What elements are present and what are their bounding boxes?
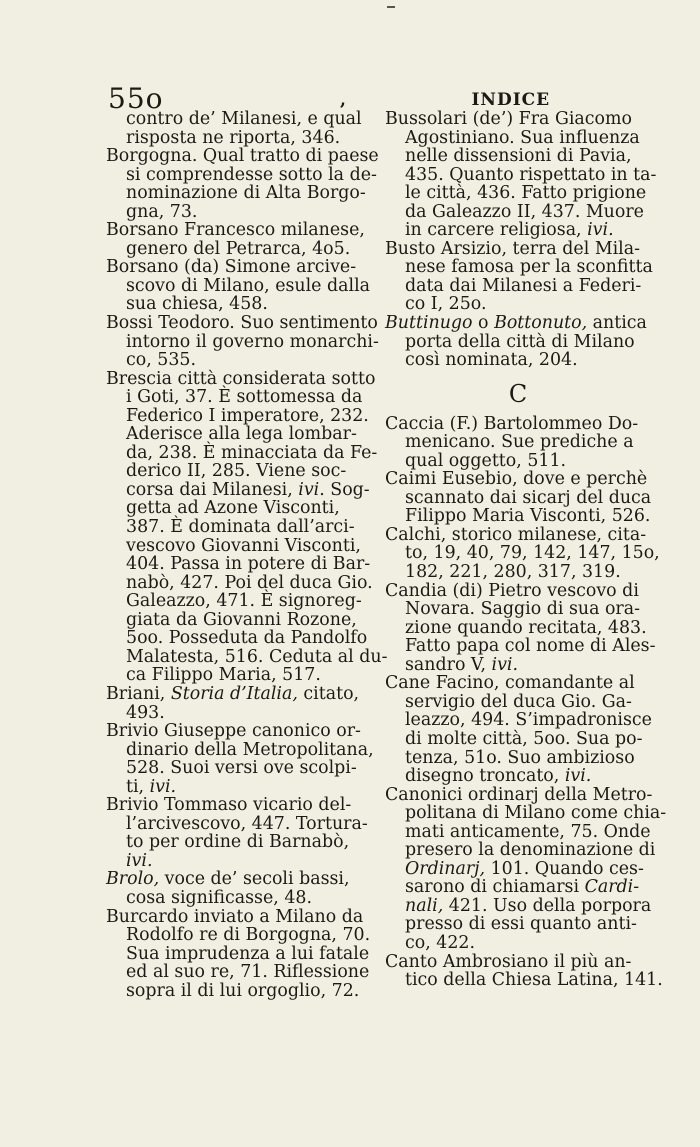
- text-segment: sopra il di lui orgoglio, 72.: [126, 980, 360, 1001]
- text-segment: Ordinarj,: [405, 858, 486, 879]
- text-segment: nali,: [405, 895, 444, 916]
- entry-line: [385, 656, 651, 675]
- index-entry: [106, 870, 372, 907]
- index-entry: [385, 470, 651, 526]
- text-segment: servigio del duca Gio. Ga-: [405, 691, 632, 712]
- text-segment: 101. Quando ces-: [485, 858, 644, 879]
- text-segment: Federico I imperatore, 232.: [126, 405, 369, 426]
- text-segment: Candia (di) Pietro vescovo di: [385, 580, 639, 601]
- text-segment: Rodolfo re di Borgogna, 70.: [126, 925, 371, 946]
- text-segment: antica: [587, 313, 647, 334]
- entry-line: [385, 277, 651, 296]
- entry-line: [106, 277, 372, 296]
- text-segment: zione quando recitata, 483.: [405, 617, 647, 638]
- entry-line: [385, 470, 651, 489]
- index-entry: [106, 796, 372, 870]
- text-segment: risposta ne riporta, 346.: [126, 127, 341, 148]
- entry-line: [385, 110, 651, 129]
- entry-line: [385, 600, 651, 619]
- text-segment: i Goti, 37. È sottomessa da: [126, 387, 363, 408]
- text-segment: ca Filippo Maria, 517.: [126, 665, 321, 686]
- entry-line: [385, 840, 656, 861]
- entry-line: [106, 759, 372, 778]
- entry-line: [385, 767, 651, 786]
- text-segment: ivi.: [126, 850, 153, 871]
- text-segment: da, 238. È minacciata da Fe-: [126, 442, 378, 463]
- entry-line: [106, 499, 372, 518]
- entry-line: [385, 915, 651, 934]
- text-segment: scovo di Milano, esule dalla: [126, 275, 370, 296]
- text-segment: leazzo, 494. S’impadronisce: [405, 710, 652, 731]
- text-segment: Galeazzo, 471. È signoreg-: [126, 591, 362, 612]
- text-segment: presero la denominazione di: [405, 840, 656, 861]
- text-segment: Fatto papa col nome di Ales-: [405, 636, 656, 657]
- entry-line: [385, 351, 651, 370]
- text-segment: tenza, 51o. Suo ambizioso: [405, 747, 635, 768]
- entry-line: [385, 164, 657, 185]
- entry-line: [385, 674, 651, 693]
- text-segment: co I, 25o.: [405, 294, 487, 315]
- text-segment: ivi.: [149, 776, 177, 797]
- text-segment: co, 535.: [126, 350, 196, 371]
- index-entry: [385, 109, 657, 241]
- entry-line: [106, 889, 372, 908]
- text-segment: giata da Giovanni Rozone,: [126, 609, 357, 630]
- entry-line: [106, 796, 372, 815]
- text-segment: 528. Suoi versi ove scolpi-: [126, 758, 357, 779]
- entry-line: [106, 963, 372, 982]
- text-segment: presso di essi quanto anti-: [405, 914, 637, 935]
- entry-line: [106, 574, 372, 593]
- entry-line: [385, 433, 651, 452]
- entry-line: [385, 203, 651, 222]
- entry-line: [385, 507, 651, 526]
- text-segment: nominazione di Alta Borgo-: [126, 183, 366, 204]
- text-segment: data dai Milanesi a Federi-: [405, 275, 642, 296]
- index-entry: [106, 221, 372, 258]
- entry-line: [385, 878, 651, 897]
- text-segment: citato,: [297, 683, 360, 704]
- entry-line: [106, 629, 372, 648]
- text-segment: Aderisce alla lega lombar-: [126, 424, 357, 445]
- text-segment: mati anticamente, 75. Onde: [405, 821, 651, 842]
- text-segment: to, 19, 40, 79, 142, 147, 15o,: [405, 543, 660, 564]
- text-segment: Brolo,: [106, 869, 160, 890]
- text-segment: Malatesta, 516. Ceduta al du-: [126, 646, 388, 667]
- text-segment: 5oo. Posseduta da Pandolfo: [126, 628, 368, 649]
- text-segment: getta ad Azone Visconti,: [126, 498, 340, 519]
- text-segment: ed al suo re, 71. Riflessione: [126, 962, 370, 983]
- text-segment: Canto Ambrosiano il più an-: [385, 951, 632, 972]
- text-segment: voce de’ secoli bassi,: [159, 869, 350, 890]
- text-segment: ivi.: [491, 654, 518, 675]
- entry-line: [385, 543, 660, 564]
- text-segment: 421. Uso della porpora: [443, 895, 652, 916]
- text-segment: nese famosa per la sconfitta: [405, 257, 653, 278]
- text-segment: Burcardo inviato a Milano da: [106, 906, 364, 927]
- entry-line: [106, 351, 372, 370]
- text-segment: nelle dissensioni di Pavia,: [405, 146, 632, 167]
- entry-line: [385, 526, 651, 545]
- entry-line: [385, 184, 651, 203]
- entry-line: [385, 786, 651, 805]
- entry-line: [106, 407, 372, 426]
- text-segment: porta della città di Milano: [405, 331, 635, 352]
- index-entry: [106, 110, 372, 147]
- entry-line: [106, 388, 372, 407]
- entry-line: [106, 833, 372, 852]
- text-segment: Novara. Saggio di sua ora-: [405, 599, 640, 620]
- text-segment: l’arcivescovo, 447. Tortura-: [126, 813, 368, 834]
- entry-line: [385, 934, 651, 953]
- entry-line: [106, 685, 372, 704]
- entry-line: [385, 711, 651, 730]
- entry-line: [106, 741, 372, 760]
- entry-line: [385, 803, 667, 824]
- text-segment: Filippo Maria Visconti, 526.: [405, 506, 651, 527]
- entry-line: [106, 462, 372, 481]
- index-entry: [385, 674, 651, 785]
- text-segment: Canonici ordinarj della Metro-: [385, 784, 653, 805]
- entry-line: [106, 129, 372, 148]
- text-segment: sua chiesa, 458.: [126, 294, 268, 315]
- text-segment: . Sog-: [319, 479, 370, 500]
- text-segment: 435. Quanto rispettato in ta-: [405, 164, 657, 185]
- text-segment: ivi: [298, 479, 320, 500]
- text-segment: dinario della Metropolitana,: [126, 739, 374, 760]
- header-separator: ,: [340, 90, 347, 110]
- entry-line: [385, 258, 651, 277]
- index-entry: [385, 580, 656, 675]
- entry-line: [106, 611, 372, 630]
- entry-line: [385, 749, 651, 768]
- entry-line: [385, 129, 651, 148]
- entry-line: [385, 693, 651, 712]
- text-segment: 387. È dominata dall’arci-: [126, 517, 355, 538]
- text-segment: Borsano (da) Simone arcive-: [106, 257, 357, 278]
- text-segment: Buttinugo: [385, 313, 473, 334]
- entry-line: [106, 926, 372, 945]
- text-segment: le città, 436. Fatto prigione: [405, 183, 647, 204]
- page-mark: [387, 6, 395, 8]
- text-segment: di molte città, 5oo. Sua po-: [405, 728, 643, 749]
- index-entry: [385, 314, 651, 370]
- entry-line: [106, 368, 376, 389]
- entry-line: [106, 331, 379, 352]
- entry-line: [385, 489, 651, 508]
- text-segment: 493.: [126, 702, 165, 723]
- text-segment: nabò, 427. Poi del duca Gio.: [126, 572, 373, 593]
- text-segment: Brescia città considerata sotto: [106, 368, 376, 389]
- entry-line: [106, 425, 372, 444]
- text-segment: Borsano Francesco milanese,: [106, 220, 365, 241]
- index-entry: [106, 685, 372, 722]
- text-segment: menicano. Sue prediche a: [405, 432, 634, 453]
- entry-line: [385, 563, 651, 582]
- entry-line: [106, 852, 372, 871]
- index-entry: [385, 524, 660, 583]
- text-segment: tico della Chiesa Latina, 141.: [405, 970, 663, 991]
- entry-line: [106, 666, 372, 685]
- text-segment: Brivio Giuseppe canonico or-: [106, 721, 361, 742]
- index-column-left: [106, 109, 388, 1001]
- text-segment: intorno il governo monarchi-: [126, 331, 379, 352]
- text-segment: si comprendesse sotto la de-: [126, 164, 377, 185]
- entry-line: [385, 415, 651, 434]
- entry-line: [106, 442, 378, 463]
- text-segment: gna, 73.: [126, 201, 198, 222]
- entry-line: [106, 815, 372, 834]
- index-entry: [385, 240, 651, 314]
- entry-line: [106, 481, 372, 500]
- text-segment: Sua imprudenza a lui fatale: [126, 943, 370, 964]
- text-segment: Brivio Tommaso vicario del-: [106, 795, 352, 816]
- index-entry: [385, 415, 651, 471]
- text-segment: Cardi-: [584, 877, 640, 898]
- text-segment: in carcere religiosa,: [405, 220, 588, 241]
- entry-line: [385, 897, 651, 916]
- text-segment: Storia d’Italia,: [170, 683, 298, 704]
- text-segment: Agostiniano. Sua influenza: [405, 127, 640, 148]
- text-segment: contro de’ Milanesi, e qual: [126, 109, 362, 129]
- index-entry: [385, 784, 667, 953]
- text-segment: Briani,: [106, 683, 171, 704]
- entry-line: [106, 295, 372, 314]
- page-number: 55o: [108, 82, 164, 115]
- text-segment: o: [472, 313, 495, 334]
- entry-line: [106, 592, 372, 611]
- entry-line: [106, 537, 372, 556]
- entry-line: [385, 636, 656, 657]
- entry-line: [385, 221, 651, 240]
- text-segment: sandro V,: [405, 654, 492, 675]
- entry-line: [385, 147, 651, 166]
- text-segment: Bottonuto,: [494, 313, 588, 334]
- text-segment: genero del Petrarca, 4o5.: [126, 238, 351, 259]
- text-segment: Cane Facino, comandante al: [385, 673, 635, 694]
- running-head: [340, 90, 550, 110]
- entry-line: [385, 823, 651, 842]
- entry-line: [385, 314, 651, 333]
- running-head-title: INDICE: [471, 90, 551, 110]
- index-entry: [106, 146, 379, 222]
- index-column-right: [385, 109, 667, 991]
- text-segment: cosa significasse, 48.: [126, 887, 312, 908]
- entry-line: [385, 295, 651, 314]
- text-segment: to per ordine di Barnabò,: [126, 832, 350, 853]
- entry-line: [106, 870, 372, 889]
- text-segment: Caccia (F.) Bartolommeo Do-: [385, 413, 639, 434]
- text-segment: Calchi, storico milanese, cita-: [385, 524, 647, 545]
- entry-line: [106, 221, 372, 240]
- text-segment: 404. Passa in potere di Bar-: [126, 554, 371, 575]
- text-segment: ti,: [126, 776, 150, 797]
- text-segment: scannato dai sicarj del duca: [405, 487, 652, 508]
- entry-line: [106, 555, 372, 574]
- entry-line: [385, 953, 651, 972]
- text-segment: così nominata, 204.: [405, 350, 578, 371]
- text-segment: Busto Arsizio, terra del Mila-: [385, 238, 640, 259]
- text-segment: ivi.: [587, 220, 614, 241]
- index-entry: [106, 722, 372, 796]
- index-entry: [385, 951, 663, 991]
- entry-line: [385, 730, 651, 749]
- text-segment: corsa dai Milanesi,: [126, 479, 299, 500]
- text-segment: derico II, 285. Viene soc-: [126, 461, 347, 482]
- entry-line: [385, 619, 651, 638]
- index-entry: [106, 908, 372, 1001]
- entry-line: [106, 203, 372, 222]
- text-segment: co, 422.: [405, 932, 475, 953]
- entry-line: [385, 240, 651, 259]
- entry-line: [385, 582, 651, 601]
- index-entry: [106, 313, 379, 371]
- entry-line: [106, 945, 372, 964]
- entry-line: [385, 452, 651, 471]
- entry-line: [106, 908, 372, 927]
- section-letter: C: [508, 379, 528, 408]
- entry-line: [106, 313, 378, 334]
- entry-line: [106, 240, 372, 259]
- entry-line: [106, 646, 388, 667]
- text-segment: qual oggetto, 511.: [405, 450, 567, 471]
- entry-line: [106, 518, 372, 537]
- entry-line: [106, 110, 372, 129]
- index-entry: [106, 368, 388, 686]
- entry-line: [106, 164, 377, 185]
- entry-line: [385, 970, 663, 991]
- entry-line: [385, 333, 651, 352]
- text-segment: vescovo Giovanni Visconti,: [126, 535, 361, 556]
- entry-line: [106, 184, 372, 203]
- text-segment: ivi.: [564, 766, 592, 787]
- text-segment: 182, 221, 280, 317, 319.: [405, 562, 621, 583]
- text-segment: Caimi Eusebio, dove e perchè: [385, 469, 648, 490]
- entry-line: [106, 146, 379, 167]
- entry-line: [106, 258, 372, 277]
- text-segment: disegno troncato,: [405, 766, 565, 787]
- entry-line: [106, 704, 372, 723]
- text-segment: politana di Milano come chia-: [405, 803, 667, 824]
- text-segment: da Galeazzo II, 437. Muore: [405, 201, 644, 222]
- entry-line: [106, 722, 372, 741]
- text-segment: sarono di chiamarsi: [405, 877, 585, 898]
- entry-line: [106, 778, 372, 797]
- text-segment: Borgogna. Qual tratto di paese: [106, 146, 379, 167]
- index-entry: [106, 258, 372, 314]
- entry-line: [385, 860, 651, 879]
- text-segment: Bussolari (de’) Fra Giacomo: [385, 109, 632, 129]
- entry-line: [106, 982, 372, 1001]
- text-segment: Bossi Teodoro. Suo sentimento: [106, 313, 378, 334]
